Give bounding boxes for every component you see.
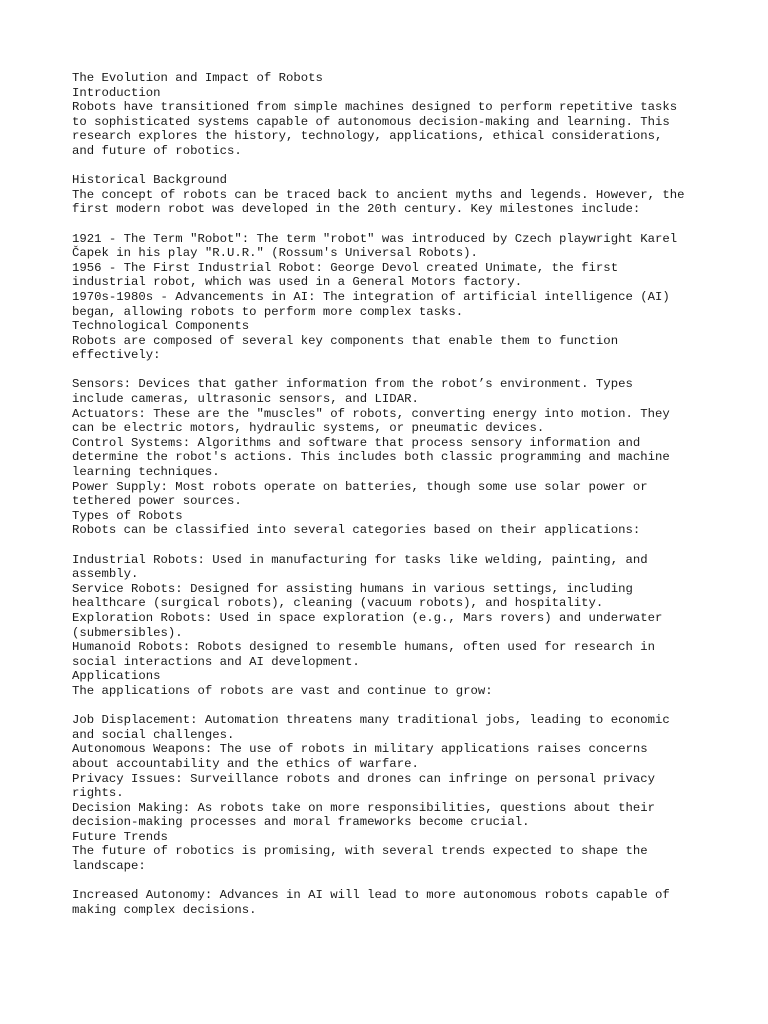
blank-line <box>72 363 712 378</box>
list-item-line: healthcare (surgical robots), cleaning (vacuum robots), and hospitality. <box>72 596 604 611</box>
list-item-line: learning techniques. <box>72 465 220 480</box>
text-line: landscape: <box>72 859 146 874</box>
text-line: Robots have transitioned from simple machines designed to perform repetitive tasks <box>72 100 678 115</box>
list-item-line: social interactions and AI development. <box>72 654 360 669</box>
section-heading-future-trends: Future Trends <box>72 829 168 844</box>
list-item-line: include cameras, ultrasonic sensors, and LIDAR. <box>72 392 419 407</box>
list-item-line: Service Robots: Designed for assisting humans in various settings, including <box>72 581 633 596</box>
list-item-line: Humanoid Robots: Robots designed to resemble humans, often used for research in <box>72 640 655 655</box>
blank-line <box>72 699 712 714</box>
text-line: and future of robotics. <box>72 143 242 158</box>
list-item-line: Čapek in his play "R.U.R." (Rossum's Universal Robots). <box>72 246 478 261</box>
text-line: to sophisticated systems capable of autonomous decision-making and learning. This <box>72 114 670 129</box>
list-item-line: (submersibles). <box>72 625 183 640</box>
document-title: The Evolution and Impact of Robots <box>72 71 323 85</box>
list-item-line: 1956 - The First Industrial Robot: George Devol created Unimate, the first <box>72 260 619 275</box>
list-item-line: rights. <box>72 786 124 801</box>
list-item-line: determine the robot's actions. This includes both classic programming and machine <box>72 450 670 465</box>
blank-line <box>72 874 712 889</box>
list-item-line: about accountability and the ethics of warfare. <box>72 756 419 771</box>
blank-line <box>72 159 712 174</box>
list-item-line: Sensors: Devices that gather information from the robot’s environment. Types <box>72 377 633 392</box>
list-item-line: Job Displacement: Automation threatens many traditional jobs, leading to economic <box>72 713 670 728</box>
text-line: research explores the history, technology, applications, ethical considerations, <box>72 129 663 144</box>
list-item-line: and social challenges. <box>72 727 235 742</box>
list-item-line: Privacy Issues: Surveillance robots and drones can infringe on personal privacy <box>72 771 655 786</box>
section-heading-introduction: Introduction <box>72 85 161 100</box>
section-heading-technological-components: Technological Components <box>72 319 250 334</box>
list-item-line: Autonomous Weapons: The use of robots in military applications raises concerns <box>72 742 648 757</box>
list-item-line: began, allowing robots to perform more complex tasks. <box>72 304 464 319</box>
blank-line <box>72 538 712 553</box>
list-item-line: Actuators: These are the "muscles" of robots, converting energy into motion. They <box>72 406 670 421</box>
list-item-line: assembly. <box>72 567 139 582</box>
text-line: The applications of robots are vast and continue to grow: <box>72 683 493 698</box>
list-item-line: Increased Autonomy: Advances in AI will lead to more autonomous robots capable of <box>72 888 670 903</box>
section-heading-applications: Applications <box>72 669 161 684</box>
text-line: effectively: <box>72 348 161 363</box>
list-item-line: Control Systems: Algorithms and software that process sensory information and <box>72 435 641 450</box>
text-line: first modern robot was developed in the 20th century. Key milestones include: <box>72 202 641 217</box>
section-heading-historical-background: Historical Background <box>72 173 227 188</box>
text-line: The concept of robots can be traced back to ancient myths and legends. However, the <box>72 187 685 202</box>
list-item-line: can be electric motors, hydraulic systems, or pneumatic devices. <box>72 421 545 436</box>
text-line: The future of robotics is promising, with several trends expected to shape the <box>72 844 648 859</box>
text-line: Robots are composed of several key components that enable them to function <box>72 333 619 348</box>
document-page <box>72 71 712 917</box>
list-item-line: Decision Making: As robots take on more responsibilities, questions about their <box>72 800 655 815</box>
list-item-line: Exploration Robots: Used in space exploration (e.g., Mars rovers) and underwater <box>72 610 663 625</box>
blank-line <box>72 217 712 232</box>
list-item-line: decision-making processes and moral frameworks become crucial. <box>72 815 530 830</box>
list-item-line: 1921 - The Term "Robot": The term "robot" was introduced by Czech playwright Karel <box>72 231 678 246</box>
list-item-line: making complex decisions. <box>72 902 257 917</box>
list-item-line: 1970s-1980s - Advancements in AI: The integration of artificial intelligence (AI) <box>72 289 670 304</box>
section-heading-types-of-robots: Types of Robots <box>72 508 183 523</box>
text-line: Robots can be classified into several categories based on their applications: <box>72 523 641 538</box>
list-item-line: tethered power sources. <box>72 494 242 509</box>
list-item-line: industrial robot, which was used in a General Motors factory. <box>72 275 523 290</box>
list-item-line: Industrial Robots: Used in manufacturing for tasks like welding, painting, and <box>72 552 648 567</box>
list-item-line: Power Supply: Most robots operate on batteries, though some use solar power or <box>72 479 648 494</box>
